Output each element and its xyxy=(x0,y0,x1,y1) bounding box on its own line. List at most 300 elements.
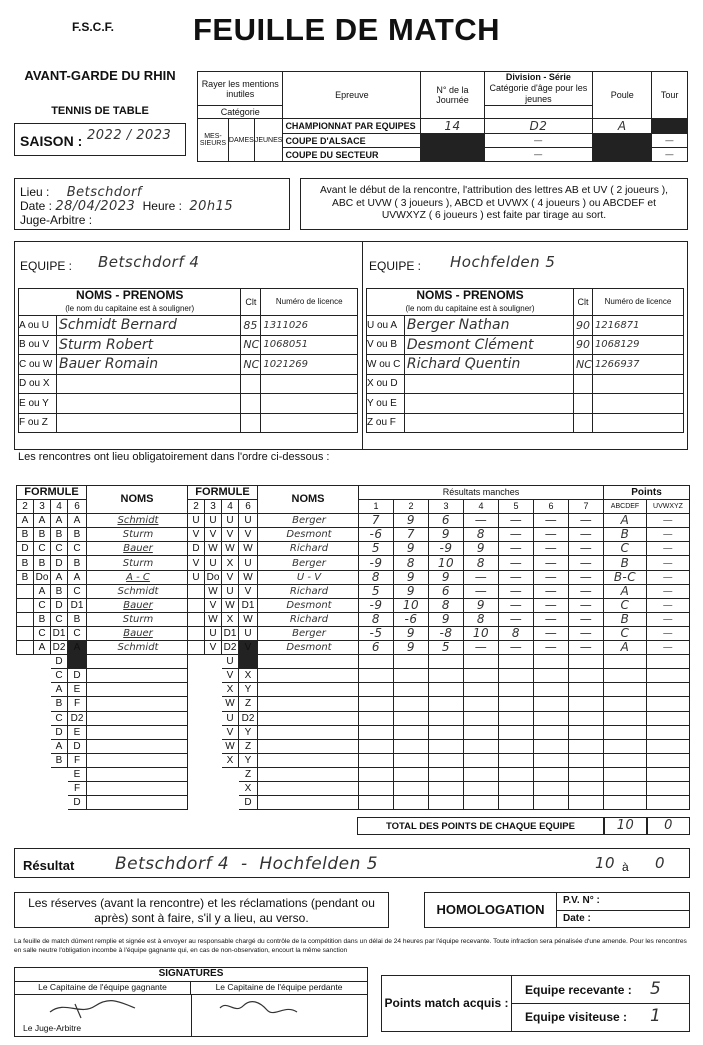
away-player-cell xyxy=(258,796,359,810)
home-equipe-label: EQUIPE : xyxy=(20,259,73,273)
away-player-cell xyxy=(258,655,359,669)
away-formule-cell xyxy=(205,725,222,739)
home-player-cell: Bauer xyxy=(87,626,188,640)
home-formule-cell: D xyxy=(68,669,87,683)
manche-score: 5 xyxy=(429,641,464,655)
visiteuse-value: 1 xyxy=(650,1006,662,1026)
away-formule-cell: U xyxy=(222,711,239,725)
rayer-label: Rayer les mentions inutiles xyxy=(198,72,283,106)
reserves-note: Les réserves (avant la rencontre) et les réclamations (pendant ou après) sont à faire, s'il y a lieu, au verso. xyxy=(14,892,389,928)
home-formule-cell: D xyxy=(51,556,68,570)
manche-score: — xyxy=(464,641,499,655)
points-home xyxy=(604,655,647,669)
away-formule-cell: Z xyxy=(239,697,258,711)
signature-loser xyxy=(215,996,305,1020)
points-home xyxy=(604,781,647,795)
manche-score: — xyxy=(499,598,534,612)
manche-score xyxy=(569,725,604,739)
away-player-cell: Berger xyxy=(258,556,359,570)
away-formule-cell xyxy=(205,767,222,781)
manche-score xyxy=(569,796,604,810)
home-formule-cell xyxy=(17,796,34,810)
home-formule-cell: B xyxy=(68,612,87,626)
home-player-cell xyxy=(87,767,188,781)
manche-score: 10 xyxy=(394,598,429,612)
away-formule-cell: Y xyxy=(239,683,258,697)
away-formule-cell: V xyxy=(205,598,222,612)
journee-value: 14 xyxy=(421,119,484,134)
away-player-cell xyxy=(258,739,359,753)
home-formule-cell: A xyxy=(68,514,87,528)
manche-score xyxy=(464,767,499,781)
manche-score: — xyxy=(534,514,569,528)
player-name xyxy=(404,394,573,414)
home-player-cell: Bauer xyxy=(87,542,188,556)
away-formule-cell xyxy=(188,711,205,725)
player-slot: Z ou F xyxy=(367,413,405,433)
player-clt: 90 xyxy=(574,335,593,355)
manche-score: — xyxy=(499,584,534,598)
total-away: 0 xyxy=(647,817,690,835)
manche-score: — xyxy=(499,570,534,584)
manche-score xyxy=(464,781,499,795)
home-formule-cell xyxy=(34,739,51,753)
away-formule-cell: W xyxy=(239,570,258,584)
home-formule-cell: A xyxy=(34,641,51,655)
points-away: — xyxy=(647,612,690,626)
manche-score xyxy=(394,697,429,711)
away-player-cell xyxy=(258,697,359,711)
player-name xyxy=(56,394,240,414)
noms-header: NOMS - PRENOMS xyxy=(416,288,524,302)
away-formule-cell: D xyxy=(188,542,205,556)
home-formule-cell: B xyxy=(17,556,34,570)
away-team-name: Hochfelden 5 xyxy=(450,253,556,271)
player-row xyxy=(19,394,358,414)
player-row xyxy=(367,413,684,433)
away-formule-cell: W xyxy=(222,598,239,612)
manche-score xyxy=(534,753,569,767)
away-formule-cell: V xyxy=(188,528,205,542)
resultat-teams: Betschdorf 4 - Hochfelden 5 xyxy=(115,854,379,874)
home-formule-cell xyxy=(17,781,34,795)
home-formule-cell xyxy=(51,796,68,810)
points-away xyxy=(647,781,690,795)
cap-win-label: Le Capitaine de l'équipe gagnante xyxy=(15,982,191,995)
away-formule-cell: V xyxy=(188,556,205,570)
home-formule-cell: D2 xyxy=(51,641,68,655)
manche-score: — xyxy=(499,528,534,542)
points-home xyxy=(604,796,647,810)
home-formule-cell: F xyxy=(68,781,87,795)
manche-col: 6 xyxy=(534,500,569,514)
away-formule-cell: D xyxy=(239,796,258,810)
resultats-header: Résultats manches xyxy=(359,486,604,500)
points-away xyxy=(647,683,690,697)
home-formule-cell xyxy=(34,669,51,683)
resultat-box xyxy=(14,848,690,878)
manche-score: — xyxy=(569,641,604,655)
home-formule-cell: C xyxy=(68,584,87,598)
manche-score: -9 xyxy=(359,598,394,612)
away-formule-cell xyxy=(222,796,239,810)
manche-score: 9 xyxy=(429,528,464,542)
manche-score xyxy=(569,697,604,711)
manche-score xyxy=(359,781,394,795)
player-row xyxy=(19,355,358,375)
player-licence: 1216871 xyxy=(592,316,683,336)
manche-score: — xyxy=(499,542,534,556)
home-formule-cell xyxy=(34,655,51,669)
manche-score xyxy=(429,669,464,683)
manche-score xyxy=(499,781,534,795)
manche-score xyxy=(359,796,394,810)
away-formule-cell: Y xyxy=(239,725,258,739)
match-row xyxy=(17,598,690,612)
manche-score: — xyxy=(464,514,499,528)
player-row xyxy=(19,374,358,394)
home-team-name: Betschdorf 4 xyxy=(98,253,200,271)
away-formule-cell: U xyxy=(239,626,258,640)
player-licence xyxy=(261,394,358,414)
signature-winner xyxy=(45,994,155,1020)
manche-score: — xyxy=(534,598,569,612)
manche-score: — xyxy=(499,641,534,655)
manche-col: 2 xyxy=(394,500,429,514)
manche-score xyxy=(394,753,429,767)
manche-col: 5 xyxy=(499,500,534,514)
player-name xyxy=(404,374,573,394)
manche-score: -6 xyxy=(359,528,394,542)
player-name xyxy=(404,413,573,433)
manche-score: -6 xyxy=(394,612,429,626)
away-formule-cell xyxy=(188,697,205,711)
player-slot: Y ou E xyxy=(367,394,405,414)
home-formule-cell: B xyxy=(68,556,87,570)
manche-score xyxy=(534,796,569,810)
manche-score xyxy=(464,796,499,810)
manche-score: 9 xyxy=(429,570,464,584)
manche-score: — xyxy=(499,556,534,570)
score-home: 10 xyxy=(595,854,616,872)
a-label: à xyxy=(622,860,629,874)
match-row xyxy=(17,781,690,795)
home-formule-cell xyxy=(34,725,51,739)
home-player-cell xyxy=(87,739,188,753)
away-player-cell xyxy=(258,753,359,767)
org-label: F.S.C.F. xyxy=(72,20,115,34)
order-note: Les rencontres ont lieu obligatoirement dans l'ordre ci-dessous : xyxy=(18,451,330,463)
manche-score xyxy=(394,683,429,697)
manche-score xyxy=(499,711,534,725)
points-home xyxy=(604,711,647,725)
player-clt xyxy=(574,394,593,414)
competition-name: CHAMPIONNAT PAR EQUIPES xyxy=(283,119,421,134)
home-formule-cell: C xyxy=(34,542,51,556)
player-row xyxy=(19,335,358,355)
manche-score xyxy=(394,655,429,669)
home-formule-cell xyxy=(17,669,34,683)
away-formule-col: 2 xyxy=(188,500,205,514)
away-formule-cell xyxy=(188,669,205,683)
player-clt xyxy=(574,413,593,433)
away-formule-cell: U xyxy=(222,584,239,598)
manche-score xyxy=(359,711,394,725)
manche-score xyxy=(394,669,429,683)
match-row xyxy=(17,641,690,655)
away-formule-cell xyxy=(188,725,205,739)
saison-label: SAISON : xyxy=(20,133,83,149)
home-formule-cell: C xyxy=(34,598,51,612)
manche-score xyxy=(359,739,394,753)
dames-label: DAMES xyxy=(228,119,254,162)
player-slot: A ou U xyxy=(19,316,57,336)
away-formule-cell: V xyxy=(205,641,222,655)
player-row xyxy=(19,413,358,433)
away-formule-cell: V xyxy=(205,528,222,542)
manche-score: — xyxy=(569,528,604,542)
player-slot: U ou A xyxy=(367,316,405,336)
away-formule-cell xyxy=(188,796,205,810)
competition-name: COUPE D'ALSACE xyxy=(283,134,421,148)
points-away xyxy=(647,767,690,781)
home-formule-cell: F xyxy=(68,697,87,711)
home-formule-cell: E xyxy=(68,683,87,697)
home-formule-cell: C xyxy=(34,626,51,640)
away-formule-cell: D2 xyxy=(222,641,239,655)
away-formule-cell: V xyxy=(239,528,258,542)
player-slot: B ou V xyxy=(19,335,57,355)
points-away xyxy=(647,739,690,753)
manche-score: — xyxy=(534,584,569,598)
home-formule-col: 3 xyxy=(34,500,51,514)
manche-score xyxy=(499,796,534,810)
points-home: B-C xyxy=(604,570,647,584)
home-players-table xyxy=(18,288,358,433)
match-row xyxy=(17,739,690,753)
home-formule-cell: B xyxy=(17,528,34,542)
page-title: FEUILLE DE MATCH xyxy=(193,12,501,47)
away-formule-cell: V xyxy=(222,669,239,683)
away-player-cell xyxy=(258,711,359,725)
juge-label: Juge-Arbitre : xyxy=(20,213,93,227)
home-player-cell: Schmidt xyxy=(87,514,188,528)
manche-score xyxy=(464,669,499,683)
manche-score: — xyxy=(569,612,604,626)
home-formule-cell: B xyxy=(34,612,51,626)
away-noms-header: NOMS xyxy=(258,486,359,514)
home-formule-cell xyxy=(34,781,51,795)
clt-header: Clt xyxy=(574,289,593,316)
manche-score: -8 xyxy=(429,626,464,640)
home-formule-cell xyxy=(17,598,34,612)
home-formule-cell: F xyxy=(68,753,87,767)
home-formule-cell: C xyxy=(68,542,87,556)
match-row xyxy=(17,725,690,739)
messieurs-label: MES-SIEURS xyxy=(198,119,229,162)
manche-score: 9 xyxy=(464,542,499,556)
away-formule-cell xyxy=(222,767,239,781)
player-licence: 1266937 xyxy=(592,355,683,375)
home-formule-cell xyxy=(34,767,51,781)
away-formule-cell: U xyxy=(222,655,239,669)
away-formule-col: 3 xyxy=(205,500,222,514)
manche-score: — xyxy=(534,542,569,556)
manche-score: 5 xyxy=(359,542,394,556)
away-formule-cell xyxy=(205,697,222,711)
home-formule-cell xyxy=(17,683,34,697)
home-formule-cell xyxy=(34,711,51,725)
manche-score: 7 xyxy=(394,528,429,542)
manche-score: — xyxy=(569,598,604,612)
manche-col: 3 xyxy=(429,500,464,514)
manche-score xyxy=(429,697,464,711)
manche-score: — xyxy=(534,556,569,570)
away-player-cell xyxy=(258,683,359,697)
away-formule-cell: Z xyxy=(239,767,258,781)
match-row xyxy=(17,669,690,683)
away-formule-cell: W xyxy=(239,612,258,626)
home-formule-cell: C xyxy=(51,711,68,725)
manche-score: — xyxy=(569,514,604,528)
manche-score: -9 xyxy=(429,542,464,556)
draw-note: Avant le début de la rencontre, l'attribution des lettres AB et UV ( 2 joueurs ), ABC et UVW ( 3 joueurs ), ABCD et UVWX ( 4 joueurs ) ou ABCDEF et UVWXYZ ( 6 joueurs ) est faite par tirage au sort. xyxy=(300,178,688,230)
manche-score: — xyxy=(464,570,499,584)
match-row xyxy=(17,697,690,711)
lieu-box xyxy=(14,178,290,230)
home-formule-cell: B xyxy=(68,528,87,542)
away-formule-cell xyxy=(188,655,205,669)
manche-score xyxy=(394,767,429,781)
away-player-cell xyxy=(258,781,359,795)
manche-score xyxy=(499,655,534,669)
manche-score: — xyxy=(464,584,499,598)
home-formule-cell: B xyxy=(34,556,51,570)
home-noms-header: NOMS xyxy=(87,486,188,514)
home-formule-cell: A xyxy=(51,514,68,528)
manche-score: 8 xyxy=(464,612,499,626)
manche-score xyxy=(359,683,394,697)
manche-score xyxy=(569,767,604,781)
points-home: A xyxy=(604,641,647,655)
manche-score: 8 xyxy=(429,598,464,612)
match-row xyxy=(17,570,690,584)
player-slot: W ou C xyxy=(367,355,405,375)
date2-label: Date : xyxy=(563,913,591,924)
manche-score: — xyxy=(569,584,604,598)
points-home xyxy=(604,669,647,683)
manche-score: — xyxy=(534,641,569,655)
points-home xyxy=(604,725,647,739)
manche-score xyxy=(534,781,569,795)
points-away xyxy=(647,669,690,683)
player-row xyxy=(367,355,684,375)
tour-header: Tour xyxy=(652,72,688,119)
division-value: — xyxy=(484,148,592,162)
home-formule-cell: B xyxy=(51,753,68,767)
away-formule-cell: V xyxy=(222,725,239,739)
tour-value: — xyxy=(652,148,688,162)
manche-score xyxy=(429,753,464,767)
manche-score xyxy=(464,753,499,767)
manche-score xyxy=(359,767,394,781)
manche-score: — xyxy=(569,556,604,570)
points-away xyxy=(647,725,690,739)
away-formule-cell xyxy=(188,626,205,640)
away-formule-cell: W xyxy=(222,542,239,556)
away-players-table xyxy=(366,288,684,433)
manche-score xyxy=(534,669,569,683)
manche-score xyxy=(499,767,534,781)
home-formule-cell: A xyxy=(68,570,87,584)
home-formule-cell xyxy=(51,767,68,781)
manche-score xyxy=(569,669,604,683)
away-formule-cell xyxy=(205,655,222,669)
points-away: — xyxy=(647,556,690,570)
manche-score: 6 xyxy=(429,514,464,528)
home-player-cell: Sturm xyxy=(87,528,188,542)
away-formule-cell xyxy=(205,711,222,725)
manche-score xyxy=(464,711,499,725)
away-player-cell: Richard xyxy=(258,542,359,556)
manche-score xyxy=(499,669,534,683)
home-formule-cell: B xyxy=(51,584,68,598)
division-value: — xyxy=(484,134,592,148)
match-row xyxy=(17,514,690,528)
manche-score xyxy=(394,711,429,725)
away-formule-cell: U xyxy=(239,556,258,570)
home-formule-cell: A xyxy=(34,514,51,528)
points-away xyxy=(647,697,690,711)
points-away: — xyxy=(647,641,690,655)
player-clt xyxy=(241,394,261,414)
manche-score: -5 xyxy=(359,626,394,640)
home-formule-cell: B xyxy=(51,528,68,542)
home-player-cell xyxy=(87,655,188,669)
manche-score xyxy=(359,753,394,767)
manche-score xyxy=(359,655,394,669)
player-slot: X ou D xyxy=(367,374,405,394)
player-licence xyxy=(261,374,358,394)
manche-score xyxy=(569,739,604,753)
teams-divider xyxy=(362,241,363,450)
manche-score: — xyxy=(499,612,534,626)
licence-header: Numéro de licence xyxy=(261,289,358,316)
player-row xyxy=(367,374,684,394)
home-formule-cell: E xyxy=(68,725,87,739)
points-home: B xyxy=(604,612,647,626)
juge2-label: Le Juge-Arbitre xyxy=(23,1023,82,1033)
away-formule-cell xyxy=(188,753,205,767)
match-row xyxy=(17,753,690,767)
manche-score xyxy=(464,655,499,669)
heure-label: Heure : xyxy=(142,199,182,213)
manche-score: 9 xyxy=(429,612,464,626)
points-home: A xyxy=(604,584,647,598)
player-clt: 90 xyxy=(574,316,593,336)
manche-score xyxy=(464,697,499,711)
points-away: — xyxy=(647,514,690,528)
points-away xyxy=(647,753,690,767)
player-name: Sturm Robert xyxy=(56,335,240,355)
licence-header: Numéro de licence xyxy=(592,289,683,316)
manche-score xyxy=(499,753,534,767)
manche-score xyxy=(429,711,464,725)
home-formule-cell xyxy=(17,753,34,767)
player-row xyxy=(367,316,684,336)
away-formule-cell xyxy=(205,669,222,683)
away-formule-header: FORMULE xyxy=(188,486,258,500)
